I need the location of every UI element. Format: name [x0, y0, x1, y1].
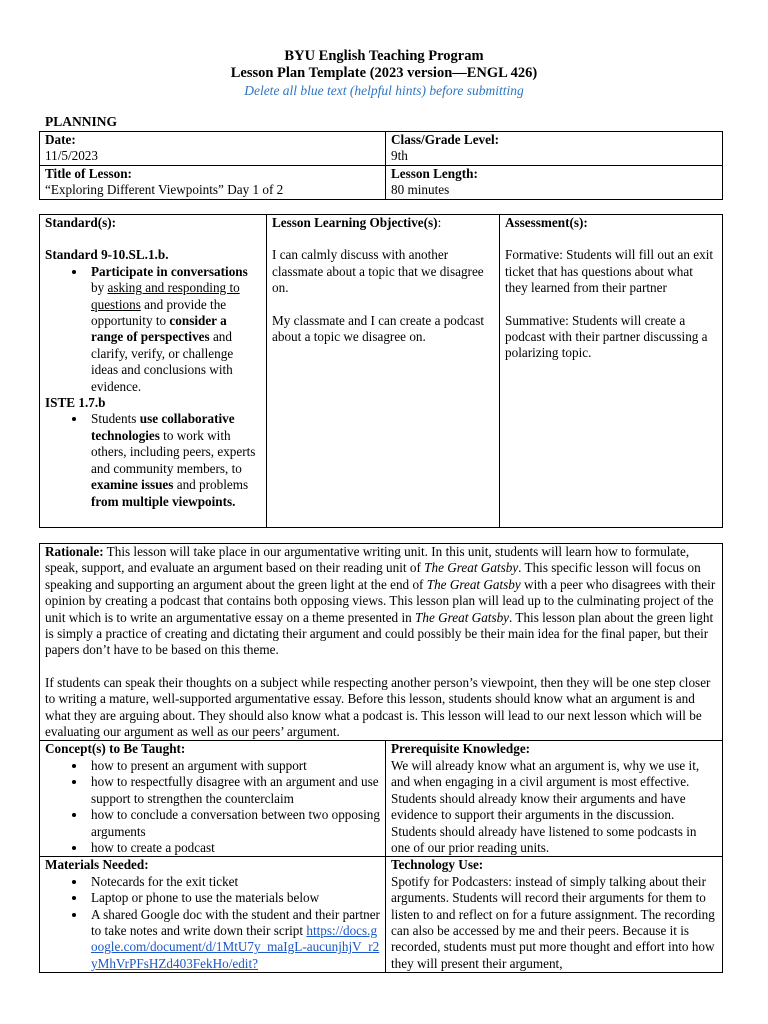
material-item: • A shared Google doc with the student and their partner to take notes and write down their script https://docs.google.com/document/d/1MtU7y_maIgL-aucunjhjV_r2yMhVrPFsHZd403FekHo/edit?	[87, 907, 380, 973]
technology-text: Spotify for Podcasters: instead of simply talking about their arguments. Students will record their arguments for them to listen to and reflect on for a future assignment. The recording can also be accessed by me and their peers. Because it is recorded, students must put more thought and effort into how they will present their argument,	[391, 873, 715, 971]
standard-1-list	[45, 264, 261, 395]
materials-label: Materials Needed:	[45, 857, 149, 873]
objectives-cell	[267, 215, 500, 528]
prereq-label: Prerequisite Knowledge:	[391, 741, 531, 757]
concept-item: • how to present an argument with support	[87, 758, 380, 774]
concepts-list	[45, 758, 380, 856]
standards-cell	[40, 215, 267, 528]
standard-2-code: ISTE 1.7.b	[45, 395, 106, 411]
lesson-title-cell	[40, 165, 386, 199]
date-cell	[40, 132, 386, 166]
assessment-cell	[500, 215, 723, 528]
concept-item: • how to conclude a conversation between two opposing arguments	[87, 807, 380, 840]
materials-cell	[40, 857, 386, 973]
date-value: 11/5/2023	[45, 148, 98, 164]
material-item: • Notecards for the exit ticket	[87, 874, 380, 890]
technology-cell	[386, 857, 723, 973]
technology-label: Technology Use:	[391, 857, 484, 873]
prereq-text: We will already know what an argument is, why we use it, and when engaging in a civil argument is most effective. Students should already know their arguments and have evidence to support their arguments in the discussion. Students should already have listened to some podcasts in one of our prior reading units.	[391, 757, 700, 855]
summative-assessment: Summative: Students will create a podcast with their partner discussing a polarizing topic.	[505, 312, 708, 361]
standards-label: Standard(s):	[45, 215, 117, 230]
lesson-length-value: 80 minutes	[391, 182, 450, 198]
lesson-title-value: “Exploring Different Viewpoints” Day 1 of 2	[45, 182, 284, 198]
template-title: Lesson Plan Template (2023 version—ENGL 426)	[230, 65, 538, 81]
document-header	[0, 48, 768, 99]
lesson-length-cell	[386, 165, 723, 199]
planning-heading: PLANNING	[45, 114, 118, 129]
rationale-paragraph-2: If students can speak their thoughts on a subject while respecting another person’s viewpoint, then they will be one step closer to writing a mature, well-supported argumentative essay. Before this lesson, students should know what an argument is and what they are arguing about. They should also know what a podcast is. This lesson will lead to our next lesson which will be evaluating our argument as well as our peers’ argument.	[45, 674, 711, 740]
lesson-info-table	[39, 131, 723, 200]
standard-1-code: Standard 9-10.SL.1.b.	[45, 247, 169, 263]
concept-item: • how to create a podcast	[87, 840, 380, 856]
program-title: BYU English Teaching Program	[284, 48, 484, 64]
concepts-label: Concept(s) to Be Taught:	[45, 741, 186, 757]
grade-label: Class/Grade Level:	[391, 132, 500, 147]
lesson-length-label: Lesson Length:	[391, 165, 478, 181]
hint-text: Delete all blue text (helpful hints) before submitting	[244, 83, 524, 98]
formative-assessment: Formative: Students will fill out an exit ticket that has questions about what they learned from their partner	[505, 247, 714, 296]
rationale-table	[39, 543, 723, 973]
materials-list	[45, 874, 380, 972]
concepts-cell	[40, 741, 386, 857]
date-label: Date:	[45, 132, 76, 147]
google-doc-link[interactable]: https://docs.google.com/document/d/1MtU7y_maIgL-aucunjhjV_r2yMhVrPFsHZd403FekHo/edit?	[91, 922, 380, 971]
prereq-cell	[386, 741, 723, 857]
rationale-paragraph-1: Rationale: This lesson will take place in our argumentative writing unit. In this unit, students will learn how to formulate, speak, support, and evaluate an argument based on their reading unit of The Great Gatsby. This specific lesson will focus on speaking and supporting an argument about the green light at the end of The Great Gatsby with a peer who disagrees with their opinion by creating a podcast that contains both opposing views. This lesson plan will lead up to the culminating project of the unit which is to write an argumentative essay on a theme presented in The Great Gatsby. This lesson plan about the green light is simply a practice of creating and dictating their argument and could possibly be their main idea for the final paper, but their papers don’t have to be based on this theme.	[45, 544, 716, 658]
rationale-cell	[40, 544, 723, 741]
standard-2-text: • Students use collaborative technologies to work with others, including peers, experts and community members, to examine issues and problems from multiple viewpoints.	[87, 411, 261, 509]
standard-2-list	[45, 411, 261, 509]
lesson-title-label: Title of Lesson:	[45, 165, 132, 181]
objectives-label: Lesson Learning Objective(s):	[272, 215, 442, 230]
standards-table	[39, 214, 723, 528]
standard-1-text: • Participate in conversations by asking and responding to questions and provide the opportunity to consider a range of perspectives and clarify, verify, or challenge ideas and conclusions with evidence.	[87, 264, 261, 395]
grade-value: 9th	[391, 148, 408, 164]
objective-1: I can calmly discuss with another classmate about a topic that we disagree on.	[272, 247, 484, 296]
concept-item: • how to respectfully disagree with an argument and use support to strengthen the counterclaim	[87, 774, 380, 807]
grade-cell	[386, 132, 723, 166]
assessment-label: Assessment(s):	[505, 215, 588, 230]
material-item: • Laptop or phone to use the materials below	[87, 890, 380, 906]
objective-2: My classmate and I can create a podcast about a topic we disagree on.	[272, 312, 484, 345]
